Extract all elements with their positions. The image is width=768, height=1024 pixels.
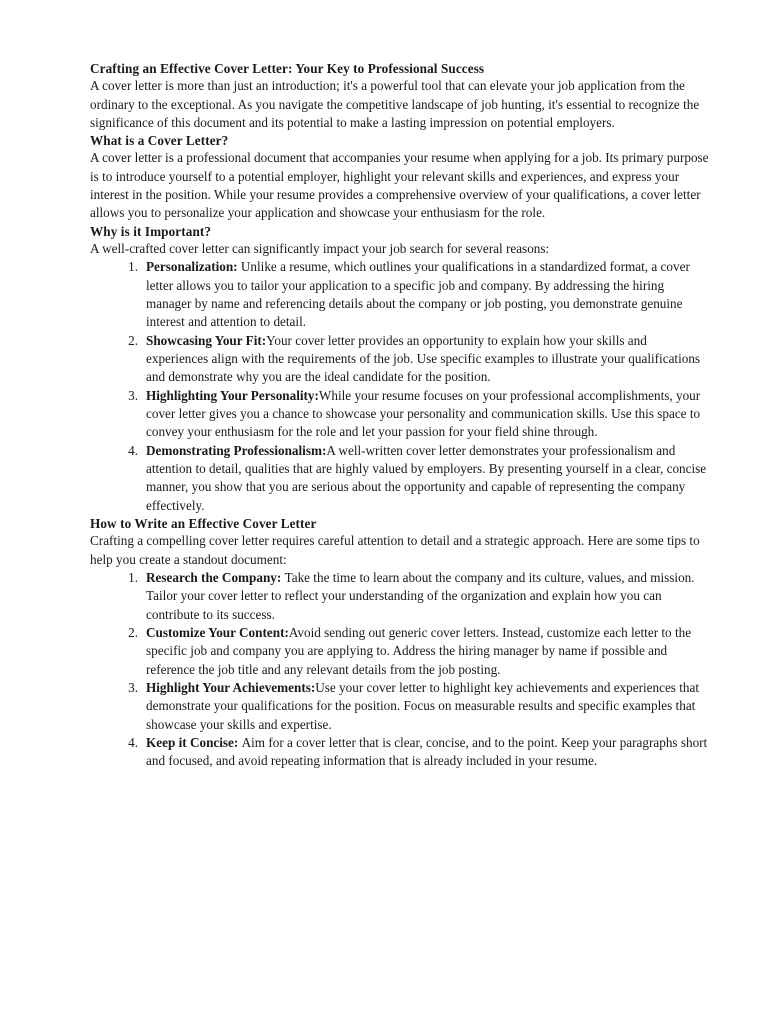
list-item-label: Personalization:	[146, 259, 241, 275]
list-item	[108, 569, 712, 624]
importance-list	[90, 258, 712, 515]
list-item	[108, 442, 712, 515]
section-heading-why-is-it-important: Why is it Important?	[90, 223, 212, 239]
list-item	[108, 258, 712, 331]
list-item	[108, 734, 712, 771]
list-item-text: Unlike a resume, which outlines your qualifications in a standardized format, a cover letter allows you to tailor your application to a specific job and company. By addressing the hiring manager by name and referencing details about the company or job posting, you demonstrate genuine interest and attention to detail.	[146, 259, 690, 330]
list-item-text: A well-written cover letter demonstrates your professionalism and attention to detail, qualities that are highly valued by employers. By presenting yourself in a clear, concise manner, you show that you are serious about the opportunity and capable of representing the company effectively.	[146, 442, 707, 513]
section-paragraph-why-is-it-important: A well-crafted cover letter can significantly impact your job search for several reasons:	[90, 240, 550, 256]
list-item	[108, 387, 712, 442]
list-item-text: Avoid sending out generic cover letters. Instead, customize each letter to the specific job and company you are applying to. Address the hiring manager by name if possible and reference the job title and any relevant details from the job posting.	[146, 624, 692, 677]
list-item-label: Customize Your Content:	[146, 624, 289, 640]
list-item-label: Research the Company:	[146, 569, 285, 585]
list-item	[108, 679, 712, 734]
section-paragraph-what-is-a-cover-letter: A cover letter is a professional document that accompanies your resume when applying for a job. Its primary purpose is to introduce yourself to a potential employer, highlight your relevant skills and experiences, and express your interest in the position. While your resume provides a comprehensive overview of your qualifications, a cover letter allows you to personalize your application and showcase your enthusiasm for the role.	[90, 150, 709, 221]
list-item-text: Use your cover letter to highlight key achievements and experiences that demonstrate your qualifications for the position. Focus on measurable results and specific examples that showcase your skills and expertise.	[146, 679, 700, 732]
section-heading-what-is-a-cover-letter: What is a Cover Letter?	[90, 133, 229, 149]
section-heading-how-to-write-an-effective-cover-letter: How to Write an Effective Cover Letter	[90, 516, 317, 532]
document-title: Crafting an Effective Cover Letter: Your Key to Professional Success	[90, 61, 485, 76]
document-body	[90, 60, 712, 771]
list-item-text: Your cover letter provides an opportunity to explain how your skills and experiences align with the requirements of the job. Use specific examples to illustrate your qualifications and demonstrate why you are the ideal candidate for the position.	[146, 332, 701, 385]
list-item-text: While your resume focuses on your professional accomplishments, your cover letter gives you a chance to showcase your personality and communication skills. Use this space to convey your enthusiasm for the role and let your passion for your field shine through.	[146, 387, 701, 440]
list-item-label: Highlight Your Achievements:	[146, 679, 316, 695]
list-item-label: Keep it Concise:	[146, 734, 242, 750]
list-item	[108, 624, 712, 679]
list-item-label: Highlighting Your Personality:	[146, 387, 319, 403]
list-item-text: Take the time to learn about the company and its culture, values, and mission. Tailor your cover letter to reflect your understanding of the organization and explain how you can contribute to its success.	[146, 569, 695, 622]
list-item	[108, 332, 712, 387]
how-to-write-list	[90, 569, 712, 771]
list-item-label: Demonstrating Professionalism:	[146, 442, 327, 458]
section-paragraph-how-to-write-an-effective-cover-letter: Crafting a compelling cover letter requires careful attention to detail and a strategic approach. Here are some tips to help you create a standout document:	[90, 533, 700, 567]
list-item-label: Showcasing Your Fit:	[146, 332, 267, 348]
list-item-text: Aim for a cover letter that is clear, concise, and to the point. Keep your paragraphs short and focused, and avoid repeating information that is already included in your resume.	[146, 734, 708, 769]
intro-paragraph: A cover letter is more than just an introduction; it's a powerful tool that can elevate your job application from the ordinary to the exceptional. As you navigate the competitive landscape of job hunting, it's essential to recognize the significance of this document and its potential to make a lasting impression on potential employers.	[90, 78, 700, 130]
